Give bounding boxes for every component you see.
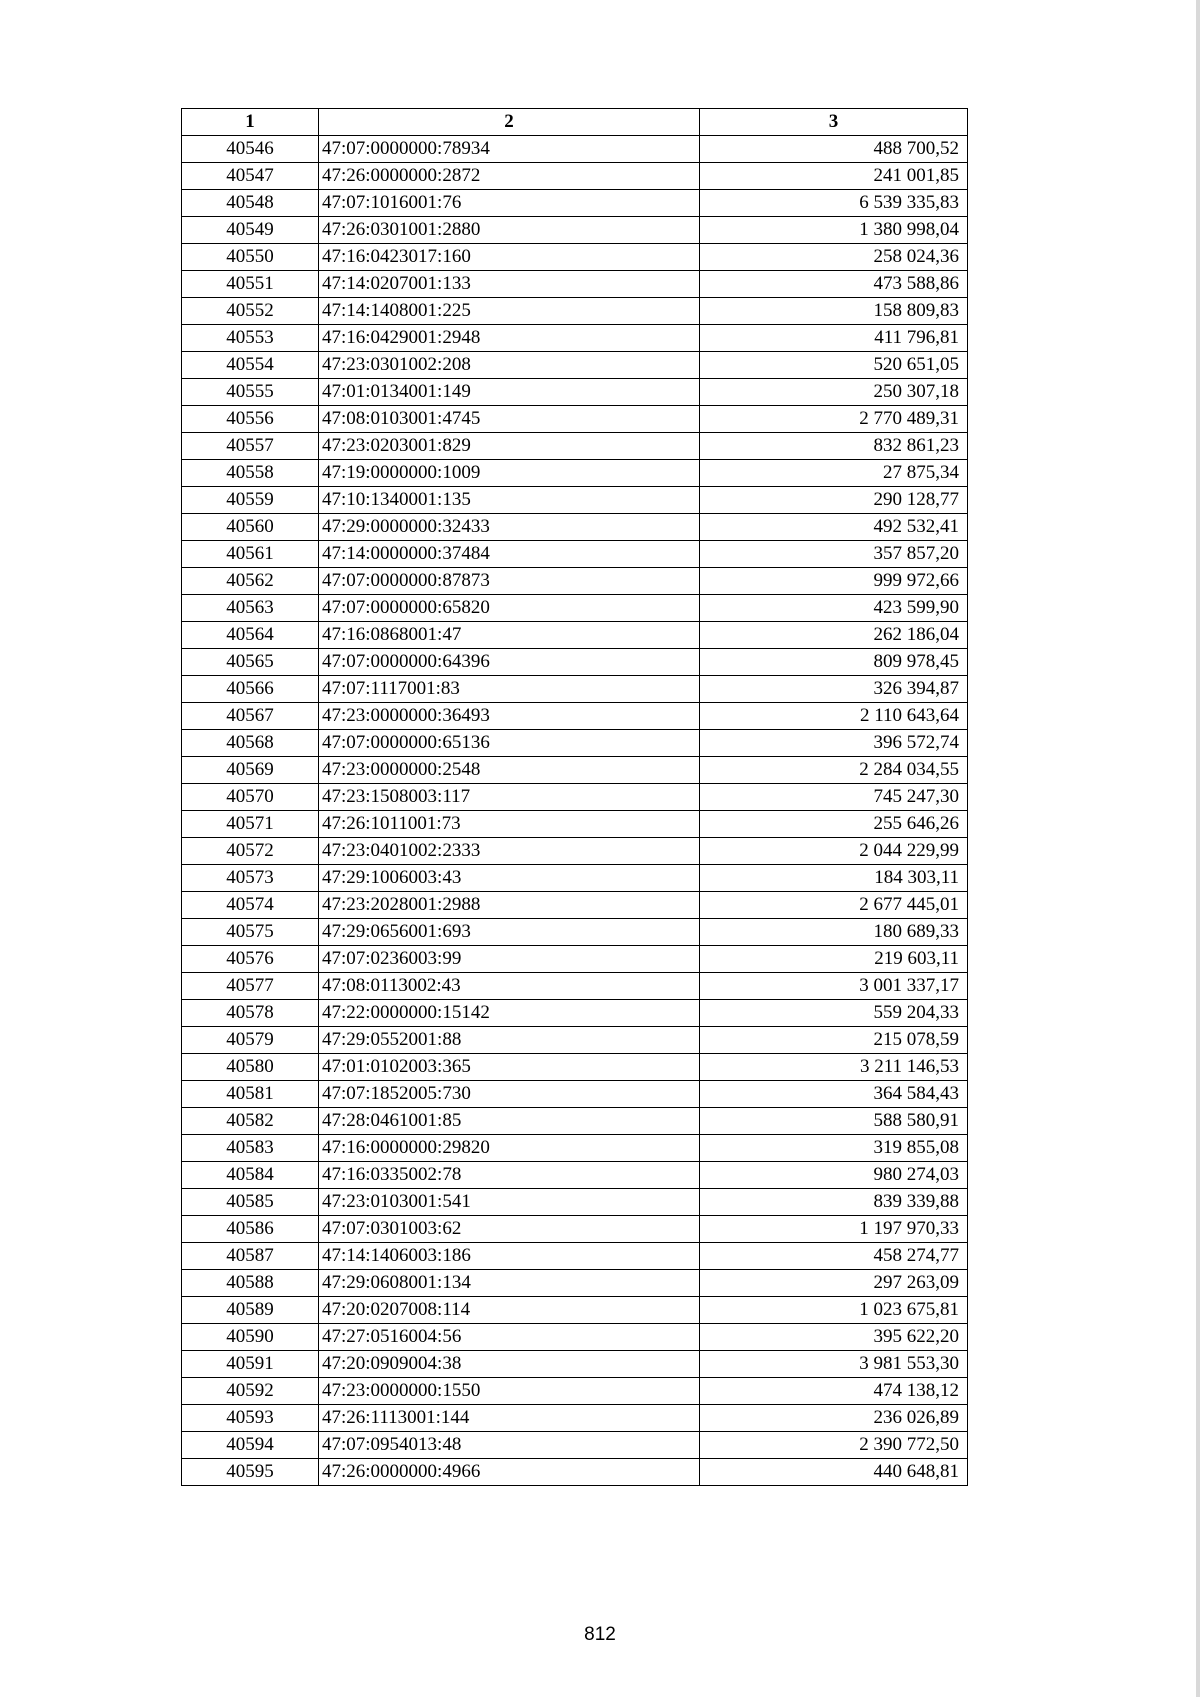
table-row <box>182 1027 968 1054</box>
table-row <box>182 163 968 190</box>
column-header-3: 3 <box>700 109 968 136</box>
row-number-cell: 40572 <box>182 838 319 865</box>
cadastral-number-cell: 47:27:0516004:56 <box>319 1324 700 1351</box>
row-number-cell: 40562 <box>182 568 319 595</box>
column-header-2: 2 <box>319 109 700 136</box>
row-number-cell: 40546 <box>182 136 319 163</box>
cadastral-value-cell: 2 390 772,50 <box>700 1432 968 1459</box>
row-number-cell: 40564 <box>182 622 319 649</box>
row-number-cell: 40553 <box>182 325 319 352</box>
table-row <box>182 622 968 649</box>
cadastral-value-cell: 474 138,12 <box>700 1378 968 1405</box>
row-number-cell: 40557 <box>182 433 319 460</box>
cadastral-value-cell: 411 796,81 <box>700 325 968 352</box>
row-number-cell: 40593 <box>182 1405 319 1432</box>
cadastral-number-cell: 47:26:1011001:73 <box>319 811 700 838</box>
table-row <box>182 217 968 244</box>
table-row <box>182 676 968 703</box>
cadastral-number-cell: 47:26:0000000:2872 <box>319 163 700 190</box>
cadastral-value-cell: 488 700,52 <box>700 136 968 163</box>
cadastral-number-cell: 47:07:0000000:64396 <box>319 649 700 676</box>
cadastral-number-cell: 47:19:0000000:1009 <box>319 460 700 487</box>
cadastral-value-cell: 745 247,30 <box>700 784 968 811</box>
table-row <box>182 568 968 595</box>
cadastral-value-cell: 3 211 146,53 <box>700 1054 968 1081</box>
table-row <box>182 946 968 973</box>
table-row <box>182 649 968 676</box>
cadastral-value-cell: 215 078,59 <box>700 1027 968 1054</box>
row-number-cell: 40591 <box>182 1351 319 1378</box>
cadastral-value-cell: 2 044 229,99 <box>700 838 968 865</box>
row-number-cell: 40575 <box>182 919 319 946</box>
table-row <box>182 190 968 217</box>
table-row <box>182 136 968 163</box>
cadastral-value-cell: 2 770 489,31 <box>700 406 968 433</box>
table-row <box>182 325 968 352</box>
cadastral-value-cell: 326 394,87 <box>700 676 968 703</box>
cadastral-number-cell: 47:23:0000000:36493 <box>319 703 700 730</box>
cadastral-value-cell: 999 972,66 <box>700 568 968 595</box>
cadastral-value-cell: 241 001,85 <box>700 163 968 190</box>
cadastral-number-cell: 47:29:0608001:134 <box>319 1270 700 1297</box>
cadastral-value-cell: 1 023 675,81 <box>700 1297 968 1324</box>
table-row <box>182 1324 968 1351</box>
cadastral-number-cell: 47:23:0203001:829 <box>319 433 700 460</box>
table-row <box>182 433 968 460</box>
row-number-cell: 40587 <box>182 1243 319 1270</box>
table-body <box>182 136 968 1486</box>
cadastral-number-cell: 47:20:0207008:114 <box>319 1297 700 1324</box>
row-number-cell: 40556 <box>182 406 319 433</box>
cadastral-number-cell: 47:07:0000000:65820 <box>319 595 700 622</box>
cadastral-value-cell: 290 128,77 <box>700 487 968 514</box>
row-number-cell: 40552 <box>182 298 319 325</box>
table-row <box>182 244 968 271</box>
row-number-cell: 40565 <box>182 649 319 676</box>
cadastral-value-cell: 832 861,23 <box>700 433 968 460</box>
cadastral-number-cell: 47:29:0552001:88 <box>319 1027 700 1054</box>
cadastral-value-cell: 839 339,88 <box>700 1189 968 1216</box>
row-number-cell: 40586 <box>182 1216 319 1243</box>
table-row <box>182 1162 968 1189</box>
row-number-cell: 40592 <box>182 1378 319 1405</box>
cadastral-value-cell: 473 588,86 <box>700 271 968 298</box>
row-number-cell: 40574 <box>182 892 319 919</box>
cadastral-value-cell: 440 648,81 <box>700 1459 968 1486</box>
table-row <box>182 1432 968 1459</box>
table-row <box>182 271 968 298</box>
cadastral-value-cell: 492 532,41 <box>700 514 968 541</box>
table-row <box>182 1297 968 1324</box>
cadastral-value-cell: 980 274,03 <box>700 1162 968 1189</box>
cadastral-value-cell: 297 263,09 <box>700 1270 968 1297</box>
row-number-cell: 40560 <box>182 514 319 541</box>
row-number-cell: 40583 <box>182 1135 319 1162</box>
cadastral-number-cell: 47:07:1117001:83 <box>319 676 700 703</box>
cadastral-value-cell: 396 572,74 <box>700 730 968 757</box>
table-row <box>182 973 968 1000</box>
table-row <box>182 1405 968 1432</box>
table-row <box>182 730 968 757</box>
row-number-cell: 40567 <box>182 703 319 730</box>
row-number-cell: 40563 <box>182 595 319 622</box>
table-row <box>182 703 968 730</box>
table-row <box>182 784 968 811</box>
cadastral-number-cell: 47:01:0134001:149 <box>319 379 700 406</box>
row-number-cell: 40584 <box>182 1162 319 1189</box>
table-row <box>182 1054 968 1081</box>
cadastral-value-cell: 1 380 998,04 <box>700 217 968 244</box>
cadastral-number-cell: 47:07:0000000:65136 <box>319 730 700 757</box>
table-row <box>182 1108 968 1135</box>
cadastral-value-cell: 809 978,45 <box>700 649 968 676</box>
row-number-cell: 40595 <box>182 1459 319 1486</box>
table-row <box>182 1189 968 1216</box>
table-row <box>182 1351 968 1378</box>
cadastral-number-cell: 47:07:1852005:730 <box>319 1081 700 1108</box>
cadastral-number-cell: 47:10:1340001:135 <box>319 487 700 514</box>
row-number-cell: 40588 <box>182 1270 319 1297</box>
cadastral-number-cell: 47:16:0335002:78 <box>319 1162 700 1189</box>
cadastral-value-cell: 3 981 553,30 <box>700 1351 968 1378</box>
cadastral-value-cell: 2 677 445,01 <box>700 892 968 919</box>
row-number-cell: 40580 <box>182 1054 319 1081</box>
row-number-cell: 40581 <box>182 1081 319 1108</box>
table-row <box>182 1270 968 1297</box>
table-row <box>182 298 968 325</box>
row-number-cell: 40585 <box>182 1189 319 1216</box>
cadastral-number-cell: 47:14:1406003:186 <box>319 1243 700 1270</box>
cadastral-value-cell: 262 186,04 <box>700 622 968 649</box>
row-number-cell: 40578 <box>182 1000 319 1027</box>
cadastral-value-cell: 2 110 643,64 <box>700 703 968 730</box>
cadastral-value-cell: 250 307,18 <box>700 379 968 406</box>
cadastral-value-cell: 458 274,77 <box>700 1243 968 1270</box>
table-row <box>182 379 968 406</box>
row-number-cell: 40569 <box>182 757 319 784</box>
table-row <box>182 757 968 784</box>
cadastral-value-cell: 6 539 335,83 <box>700 190 968 217</box>
table-row <box>182 541 968 568</box>
cadastral-number-cell: 47:14:0207001:133 <box>319 271 700 298</box>
cadastral-number-cell: 47:29:0656001:693 <box>319 919 700 946</box>
row-number-cell: 40559 <box>182 487 319 514</box>
cadastral-value-cell: 3 001 337,17 <box>700 973 968 1000</box>
cadastral-value-cell: 588 580,91 <box>700 1108 968 1135</box>
cadastral-value-cell: 236 026,89 <box>700 1405 968 1432</box>
cadastral-number-cell: 47:16:0868001:47 <box>319 622 700 649</box>
cadastral-number-cell: 47:26:1113001:144 <box>319 1405 700 1432</box>
cadastral-number-cell: 47:07:0954013:48 <box>319 1432 700 1459</box>
cadastral-number-cell: 47:26:0301001:2880 <box>319 217 700 244</box>
cadastral-number-cell: 47:23:0301002:208 <box>319 352 700 379</box>
row-number-cell: 40549 <box>182 217 319 244</box>
cadastral-value-cell: 27 875,34 <box>700 460 968 487</box>
table-row <box>182 892 968 919</box>
row-number-cell: 40594 <box>182 1432 319 1459</box>
table-row <box>182 1216 968 1243</box>
cadastral-number-cell: 47:23:0401002:2333 <box>319 838 700 865</box>
table-row <box>182 865 968 892</box>
row-number-cell: 40589 <box>182 1297 319 1324</box>
row-number-cell: 40568 <box>182 730 319 757</box>
cadastral-value-table <box>181 108 968 1486</box>
row-number-cell: 40579 <box>182 1027 319 1054</box>
row-number-cell: 40566 <box>182 676 319 703</box>
cadastral-number-cell: 47:22:0000000:15142 <box>319 1000 700 1027</box>
cadastral-number-cell: 47:23:0103001:541 <box>319 1189 700 1216</box>
row-number-cell: 40561 <box>182 541 319 568</box>
row-number-cell: 40570 <box>182 784 319 811</box>
row-number-cell: 40573 <box>182 865 319 892</box>
table-row <box>182 1000 968 1027</box>
cadastral-number-cell: 47:16:0429001:2948 <box>319 325 700 352</box>
table-header-row <box>182 109 968 136</box>
row-number-cell: 40590 <box>182 1324 319 1351</box>
table-row <box>182 1378 968 1405</box>
cadastral-value-cell: 423 599,90 <box>700 595 968 622</box>
cadastral-number-cell: 47:07:0301003:62 <box>319 1216 700 1243</box>
row-number-cell: 40555 <box>182 379 319 406</box>
row-number-cell: 40554 <box>182 352 319 379</box>
cadastral-number-cell: 47:07:0000000:78934 <box>319 136 700 163</box>
table-row <box>182 460 968 487</box>
cadastral-number-cell: 47:23:0000000:2548 <box>319 757 700 784</box>
row-number-cell: 40577 <box>182 973 319 1000</box>
cadastral-number-cell: 47:28:0461001:85 <box>319 1108 700 1135</box>
row-number-cell: 40571 <box>182 811 319 838</box>
cadastral-number-cell: 47:29:1006003:43 <box>319 865 700 892</box>
cadastral-number-cell: 47:01:0102003:365 <box>319 1054 700 1081</box>
cadastral-number-cell: 47:08:0103001:4745 <box>319 406 700 433</box>
row-number-cell: 40547 <box>182 163 319 190</box>
row-number-cell: 40582 <box>182 1108 319 1135</box>
table-row <box>182 352 968 379</box>
table-row <box>182 1081 968 1108</box>
cadastral-number-cell: 47:08:0113002:43 <box>319 973 700 1000</box>
cadastral-value-cell: 258 024,36 <box>700 244 968 271</box>
cadastral-number-cell: 47:07:0236003:99 <box>319 946 700 973</box>
cadastral-number-cell: 47:23:2028001:2988 <box>319 892 700 919</box>
cadastral-number-cell: 47:23:0000000:1550 <box>319 1378 700 1405</box>
cadastral-value-cell: 319 855,08 <box>700 1135 968 1162</box>
cadastral-number-cell: 47:23:1508003:117 <box>319 784 700 811</box>
cadastral-value-cell: 219 603,11 <box>700 946 968 973</box>
table-row <box>182 595 968 622</box>
table-row <box>182 406 968 433</box>
page-number: 812 <box>584 1624 616 1645</box>
cadastral-number-cell: 47:14:1408001:225 <box>319 298 700 325</box>
cadastral-number-cell: 47:07:0000000:87873 <box>319 568 700 595</box>
cadastral-value-cell: 559 204,33 <box>700 1000 968 1027</box>
cadastral-value-cell: 357 857,20 <box>700 541 968 568</box>
page-edge-divider <box>1196 0 1200 1697</box>
cadastral-value-cell: 1 197 970,33 <box>700 1216 968 1243</box>
row-number-cell: 40550 <box>182 244 319 271</box>
table-row <box>182 1459 968 1486</box>
table-row <box>182 811 968 838</box>
cadastral-value-cell: 364 584,43 <box>700 1081 968 1108</box>
row-number-cell: 40558 <box>182 460 319 487</box>
table-row <box>182 487 968 514</box>
cadastral-value-cell: 184 303,11 <box>700 865 968 892</box>
row-number-cell: 40548 <box>182 190 319 217</box>
table-row <box>182 514 968 541</box>
cadastral-value-cell: 255 646,26 <box>700 811 968 838</box>
cadastral-number-cell: 47:14:0000000:37484 <box>319 541 700 568</box>
cadastral-number-cell: 47:20:0909004:38 <box>319 1351 700 1378</box>
cadastral-value-cell: 158 809,83 <box>700 298 968 325</box>
cadastral-value-cell: 395 622,20 <box>700 1324 968 1351</box>
cadastral-value-cell: 180 689,33 <box>700 919 968 946</box>
table-row <box>182 919 968 946</box>
cadastral-value-cell: 520 651,05 <box>700 352 968 379</box>
row-number-cell: 40576 <box>182 946 319 973</box>
cadastral-value-cell: 2 284 034,55 <box>700 757 968 784</box>
cadastral-number-cell: 47:16:0423017:160 <box>319 244 700 271</box>
cadastral-number-cell: 47:26:0000000:4966 <box>319 1459 700 1486</box>
column-header-1: 1 <box>182 109 319 136</box>
table-row <box>182 1135 968 1162</box>
table-row <box>182 1243 968 1270</box>
table-row <box>182 838 968 865</box>
cadastral-number-cell: 47:07:1016001:76 <box>319 190 700 217</box>
row-number-cell: 40551 <box>182 271 319 298</box>
cadastral-number-cell: 47:16:0000000:29820 <box>319 1135 700 1162</box>
cadastral-number-cell: 47:29:0000000:32433 <box>319 514 700 541</box>
